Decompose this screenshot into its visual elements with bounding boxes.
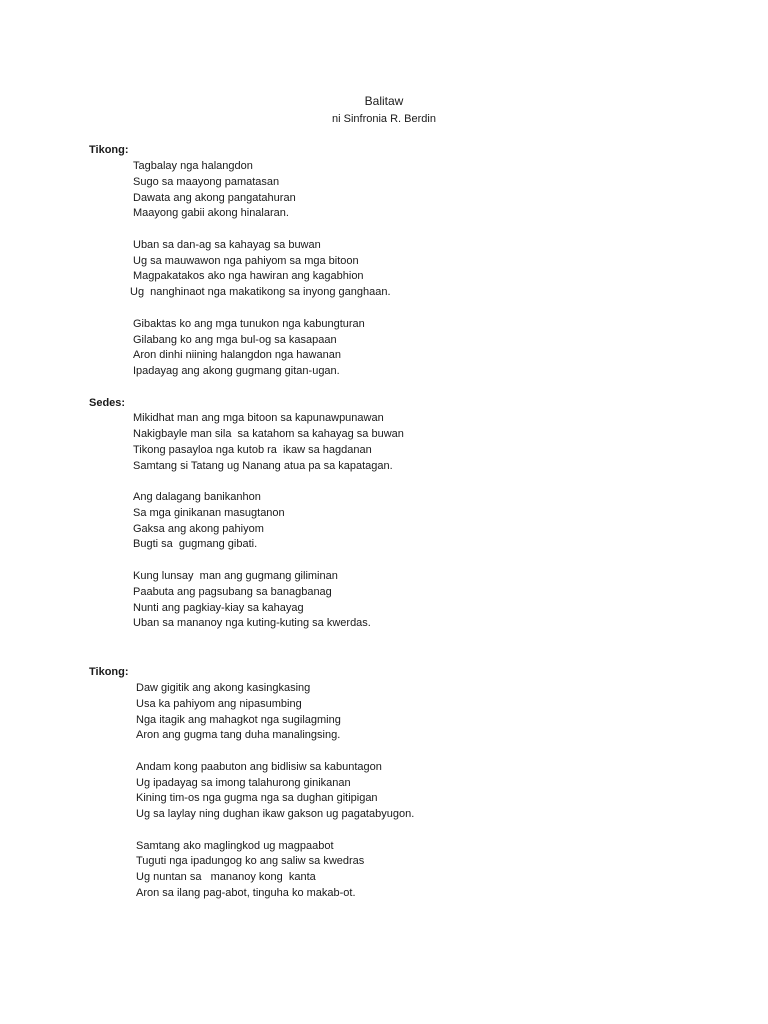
section-label-tikong-1: Tikong: [89,144,129,156]
verse-line: Bugti sa gugmang gibati. [133,538,258,550]
verse-line: Aron dinhi niining halangdon nga hawanan [133,349,341,361]
verse-line: Uban sa mananoy nga kuting-kuting sa kwerdas. [133,617,371,629]
verse-line: Samtang ako maglingkod ug magpaabot [136,840,334,852]
verse-line: Tikong pasayloa nga kutob ra ikaw sa hagdanan [133,444,372,456]
verse-line: Tagbalay nga halangdon [133,160,253,172]
verse-line: Samtang si Tatang ug Nanang atua pa sa kapatagan. [133,460,393,472]
verse-line: Ipadayag ang akong gugmang gitan-ugan. [133,365,340,377]
verse-line: Ug nanghinaot nga makatikong sa inyong ganghaan. [130,286,391,298]
poem-author: ni Sinfronia R. Berdin [332,113,436,125]
poem-title: Balitaw [364,94,404,108]
verse-line: Gilabang ko ang mga bul-og sa kasapaan [133,334,337,346]
verse-line: Kung lunsay man ang gugmang giliminan [133,570,338,582]
verse-line: Paabuta ang pagsubang sa banagbanag [133,586,332,598]
verse-line: Dawata ang akong pangatahuran [133,192,296,204]
verse-line: Nakigbayle man sila sa katahom sa kahayag sa buwan [133,428,404,440]
verse-line: Ug sa laylay ning dughan ikaw gakson ug pagatabyugon. [136,808,415,820]
verse-line: Ug nuntan sa mananoy kong kanta [136,871,316,883]
verse-line: Ang dalagang banikanhon [133,491,261,503]
verse-line: Mikidhat man ang mga bitoon sa kapunawpunawan [133,412,384,424]
verse-line: Ug ipadayag sa imong talahurong ginikanan [136,777,351,789]
verse-line: Aron ang gugma tang duha manalingsing. [136,729,341,741]
verse-line: Kining tim-os nga gugma nga sa dughan gitipigan [136,792,378,804]
verse-line: Nunti ang pagkiay-kiay sa kahayag [133,602,304,614]
verse-line: Aron sa ilang pag-abot, tinguha ko makab-ot. [136,887,356,899]
verse-line: Andam kong paabuton ang bidlisiw sa kabuntagon [136,761,382,773]
section-label-sedes: Sedes: [89,397,126,409]
verse-line: Usa ka pahiyom ang nipasumbing [136,698,302,710]
verse-line: Ug sa mauwawon nga pahiyom sa mga bitoon [133,255,359,267]
verse-line: Magpakatakos ako nga hawiran ang kagabhion [133,270,364,282]
verse-line: Daw gigitik ang akong kasingkasing [136,682,311,694]
verse-line: Tuguti nga ipadungog ko ang saliw sa kwedras [136,855,365,867]
verse-line: Uban sa dan-ag sa kahayag sa buwan [133,239,321,251]
verse-line: Nga itagik ang mahagkot nga sugilagming [136,714,341,726]
verse-line: Maayong gabii akong hinalaran. [133,207,289,219]
verse-line: Gaksa ang akong pahiyom [133,523,264,535]
verse-line: Sa mga ginikanan masugtanon [133,507,285,519]
verse-line: Sugo sa maayong pamatasan [133,176,280,188]
verse-line: Gibaktas ko ang mga tunukon nga kabungturan [133,318,365,330]
section-label-tikong-2: Tikong: [89,666,129,678]
